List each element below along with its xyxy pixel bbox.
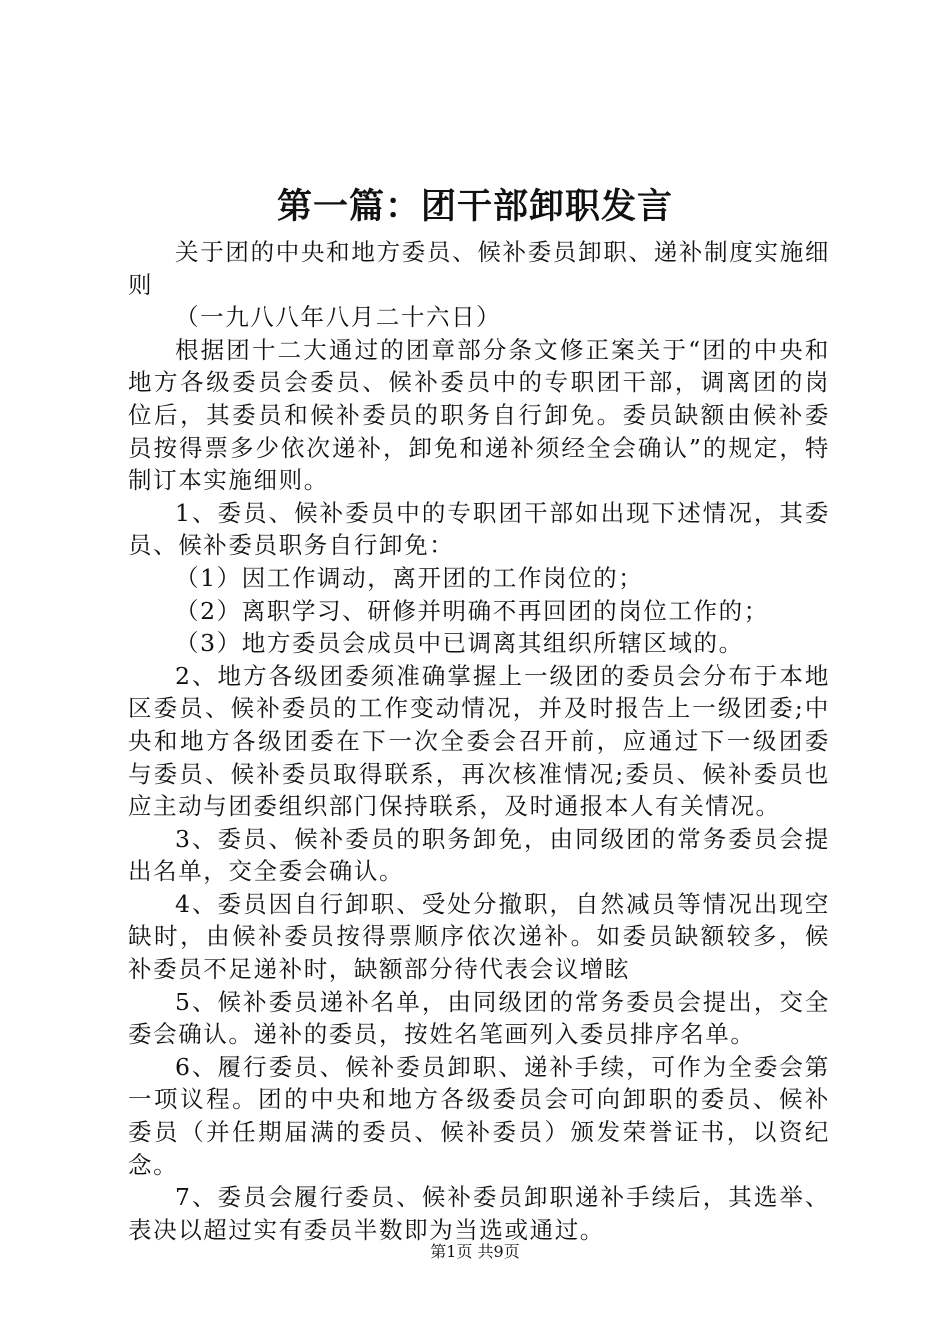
paragraph-item-1: （1）因工作调动，离开团的工作岗位的； [175,563,644,592]
paragraph-article-1: 1、委员、候补委员中的专职团干部如出现下述情况，其委员、候补委员职务自行卸免： [128,498,830,560]
paragraph-article-5: 5、候补委员递补名单，由同级团的常务委员会提出，交全委会确认。递补的委员，按姓名笔画列入委员排序名单。 [128,987,830,1049]
paragraph-article-3: 3、委员、候补委员的职务卸免，由同级团的常务委员会提出名单，交全委会确认。 [128,824,830,886]
paragraph-article-2: 2、地方各级团委须准确掌握上一级团的委员会分布于本地区委员、候补委员的工作变动情况，并及时报告上一级团委;中央和地方各级团委在下一次全委会召开前，应通过下一级团委与委员、候补委员取得联系，再次核准情况;委员、候补委员也应主动与团委组织部门保持联系，及时通报本人有关情况。 [128,661,830,821]
document-title: 第一篇：团干部卸职发言 [276,186,673,227]
paragraph-article-7: 7、委员会履行委员、候补委员卸职递补手续后，其选举、表决以超过实有委员半数即为当选或通过。 [128,1183,830,1244]
paragraph-item-2: （2）离职学习、研修并明确不再回团的岗位工作的； [175,596,769,625]
paragraph-heading: 关于团的中央和地方委员、候补委员卸职、递补制度实施细则 [128,238,830,299]
paragraph-date: （一九八八年八月二十六日） [175,303,502,332]
document-body [128,236,830,1246]
paragraph-preamble: 根据团十二大通过的团章部分条文修正案关于“团的中央和地方各级委员会委员、候补委员中的专职团干部，调离团的岗位后，其委员和候补委员的职务自行卸免。委员缺额由候补委员按得票多少依次递补，卸免和递补须经全会确认”的规定，特制订本实施细则。 [128,335,830,495]
paragraph-article-6: 6、履行委员、候补委员卸职、递补手续，可作为全委会第一项议程。团的中央和地方各级委员会可向卸职的委员、候补委员（并任期届满的委员、候补委员）颁发荣誉证书，以资纪念。 [128,1052,830,1179]
paragraph-article-4: 4、委员因自行卸职、受处分撤职，自然减员等情况出现空缺时，由候补委员按得票顺序依次递补。如委员缺额较多，候补委员不足递补时，缺额部分待代表会议增眩 [128,889,830,984]
page-footer: 第1页 共9页 [430,1242,520,1261]
paragraph-item-3: （3）地方委员会成员中已调离其组织所辖区域的。 [175,629,744,658]
